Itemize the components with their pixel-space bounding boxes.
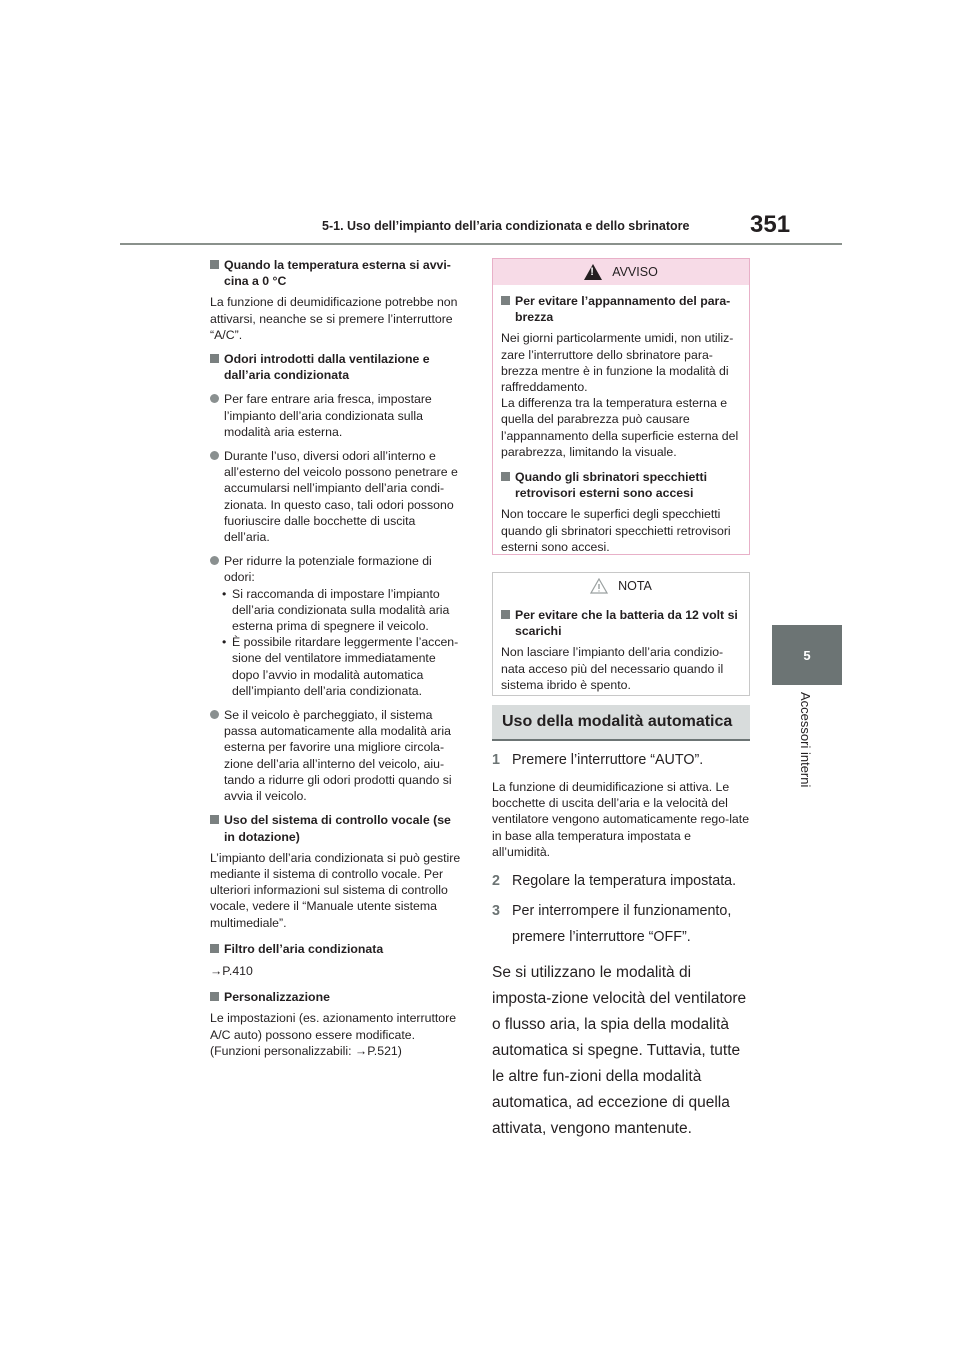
warning-header	[493, 259, 749, 285]
sub-bullet-outside-air: • Si raccomanda di impostare l’impianto dell’aria condizionata sulla modalità aria esterna prima di spegnere il veicolo.	[210, 586, 464, 635]
heading-odors: Odori introdotti dalla ventilazione e dall’aria condizionata	[210, 351, 464, 383]
note-box	[492, 572, 750, 696]
step-1-text: Premere l’interruttore “AUTO”.	[512, 752, 704, 768]
warning-paragraph-fog-2: La differenza tra la temperatura esterna e quella del parabrezza può causare l’appannamento della superficie esterna del parabrezza, limitando la visuale.	[501, 396, 739, 459]
step-1-number: 1	[492, 752, 500, 768]
warning-box	[492, 258, 750, 555]
header-rule	[120, 243, 842, 245]
note-header	[493, 573, 749, 599]
warning-heading-mirrors: Quando gli sbrinatori specchietti retrovisori esterni sono accesi	[501, 469, 741, 501]
sub-bullet-fan-delay: • È possibile ritardare leggermente l’accen-sione del ventilatore immediatamente dopo l’avvio in modalità automatica dell’impianto dell’aria condizionata.	[210, 634, 464, 699]
paragraph-voice-control: L’impianto dell’aria condizionata si può gestire mediante il sistema di controllo vocale. Per ulteriori informazioni sul sistema di controllo vocale, vedere il “Manuale utente sistema multimediale”.	[210, 850, 461, 930]
auto-mode-paragraph: Se si utilizzano le modalità di imposta-zione velocità del ventilatore o flusso aria, la spia della modalità automatica si spegne. Tuttavia, tutte le altre fun-zioni della modalità automatica, ad eccezione di quella attivata, vengono mantenute.	[492, 964, 747, 1138]
heading-voice-control: Uso del sistema di controllo vocale (se in dotazione)	[210, 812, 464, 844]
note-heading-battery: Per evitare che la batteria da 12 volt si scarichi	[501, 607, 741, 639]
paragraph-temperature: La funzione di deumidificazione potrebbe non attivarsi, neanche se si premere l’interruttore “A/C”.	[210, 295, 458, 342]
heading-filter: Filtro dell’aria condizionata	[210, 941, 464, 957]
chapter-label-text: Accessori interni	[798, 692, 813, 788]
note-title: NOTA	[618, 579, 652, 593]
left-column	[210, 257, 464, 1059]
caution-icon	[590, 578, 608, 594]
step-1-description: La funzione di deumidificazione si attiva. Le bocchette di uscita dell’aria e la velocità del ventilatore vengono automaticamente rego-late in base alla temperatura impostata e all’umidità.	[492, 780, 750, 859]
warning-paragraph-mirrors: Non toccare le superfici degli specchietti quando gli sbrinatori specchietti retrovisori esterni sono accesi.	[501, 507, 731, 554]
step-3	[492, 898, 750, 950]
warning-heading-fog: Per evitare l’appannamento del para-brezza	[501, 293, 741, 325]
note-paragraph-battery: Non lasciare l’impianto dell’aria condizio-nata acceso più del necessario quando il sistema ibrido è spento.	[501, 645, 724, 692]
chapter-number: 5	[803, 647, 811, 663]
filter-page-ref: →P.410	[210, 963, 253, 978]
step-2-number: 2	[492, 873, 500, 890]
step-2	[492, 870, 750, 892]
heading-temperature: Quando la temperatura esterna si avvi-cina a 0 °C	[210, 257, 464, 289]
section-title: 5-1. Uso dell’impianto dell’aria condizionata e dello sbrinatore	[322, 219, 690, 233]
bullet-reduce-odors: Per ridurre la potenziale formazione di odori:	[210, 553, 464, 585]
warning-paragraph-fog: Nei giorni particolarmente umidi, non utiliz-zare l’interruttore dello sbrinatore para-brezza mentre è in funzione la modalità di raffreddamento.	[501, 331, 734, 395]
page-number: 351	[750, 211, 791, 238]
bullet-parked: Se il veicolo è parcheggiato, il sistema passa automaticamente alla modalità aria esterna per favorire una migliore circola-zione dell’aria all’interno del veicolo, aiu-tando a ridurre gli odori prodotti quando si avvia il veicolo.	[210, 707, 464, 804]
step-2-text: Regolare la temperatura impostata.	[512, 873, 737, 890]
step-1	[492, 749, 750, 771]
paragraph-customization: Le impostazioni (es. azionamento interruttore A/C auto) possono essere modificate. (Funzioni personalizzabili: →P.521)	[210, 1011, 457, 1058]
chapter-tab	[772, 625, 842, 685]
warning-title: AVVISO	[612, 265, 658, 279]
step-3-number: 3	[492, 903, 500, 920]
chapter-label	[785, 692, 825, 812]
heading-customization: Personalizzazione	[210, 989, 464, 1005]
section-heading-auto-mode: Uso della modalità automatica	[492, 705, 750, 741]
warning-icon	[584, 264, 602, 280]
step-3-text: Per interrompere il funzionamento, premere l’interruttore “OFF”.	[512, 903, 732, 946]
auto-mode-content	[492, 749, 750, 1142]
bullet-fresh-air: Per fare entrare aria fresca, impostare l’impianto dell’aria condizionata sulla modalità aria esterna.	[210, 391, 464, 440]
bullet-odors-accumulate: Durante l’uso, diversi odori all’interno e all’esterno del veicolo possono penetrare e accumularsi nell’impianto dell’aria condi-zionata. In questo caso, tali odori possono fuoriuscire dalle bocchette di uscita dell’aria.	[210, 448, 464, 545]
